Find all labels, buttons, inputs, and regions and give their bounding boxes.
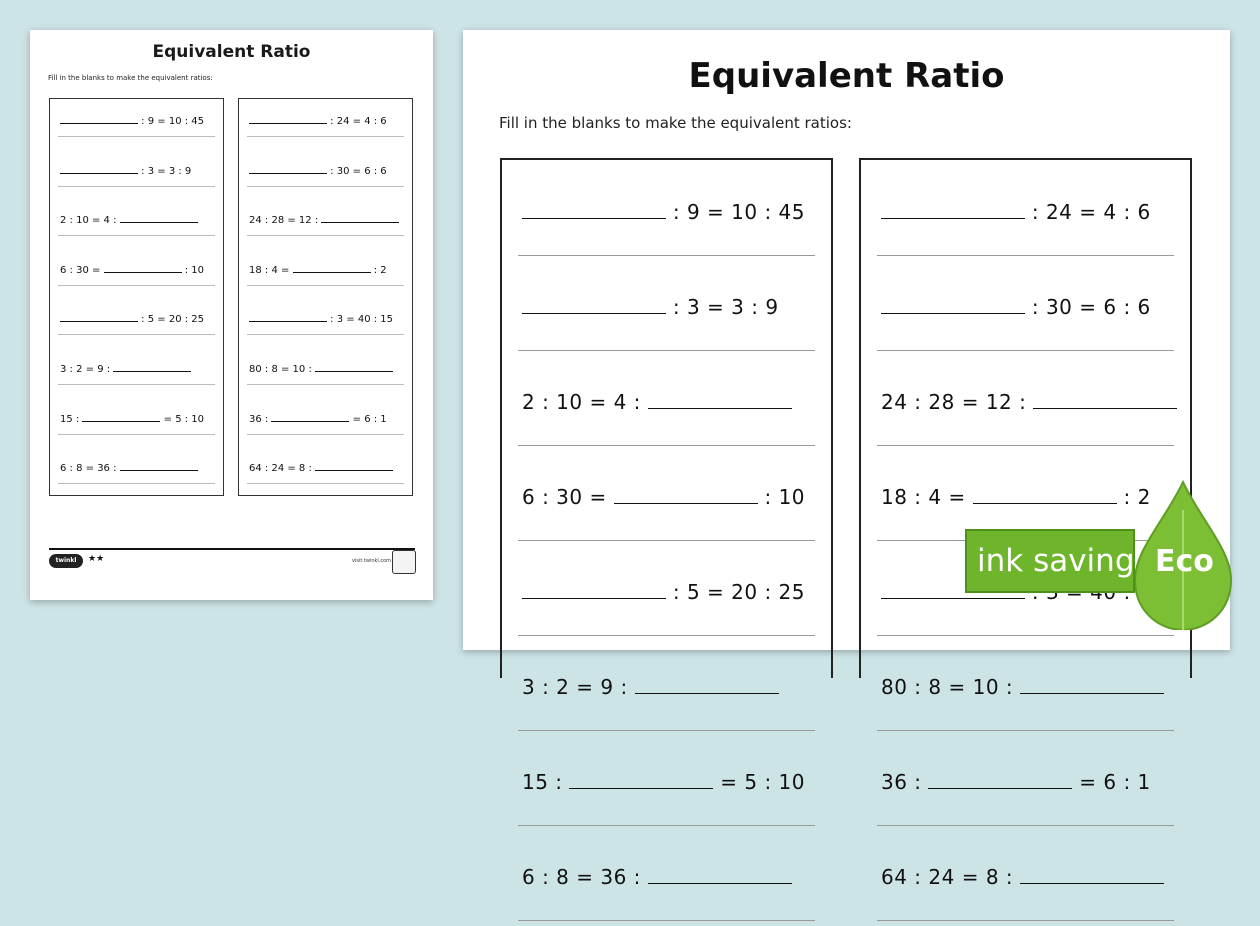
ratio-equation (249, 313, 393, 325)
answer-line (518, 920, 815, 921)
ratio-row (247, 347, 404, 397)
ratio-equation (249, 214, 399, 226)
answer-blank[interactable] (60, 165, 138, 174)
answer-line (877, 255, 1174, 256)
answer-line (518, 540, 815, 541)
answer-blank[interactable] (522, 202, 666, 219)
ratio-text-after: : 24 = 4 : 6 (327, 116, 387, 127)
answer-line (877, 445, 1174, 446)
answer-line (247, 285, 404, 286)
answer-line (518, 635, 815, 636)
answer-blank[interactable] (82, 413, 160, 422)
answer-line (58, 235, 215, 236)
eco-label: Eco (1155, 544, 1214, 579)
twinkl-logo: twinkl (49, 554, 83, 568)
ratio-row (877, 831, 1174, 926)
answer-line (877, 920, 1174, 921)
ratio-row (247, 297, 404, 347)
ratio-row (518, 641, 815, 736)
ratio-row (877, 261, 1174, 356)
answer-blank[interactable] (104, 264, 182, 273)
ratio-text-before: 6 : 8 = 36 : (522, 865, 648, 889)
answer-blank[interactable] (614, 487, 758, 504)
ratio-text-after: = 6 : 1 (349, 413, 387, 425)
ratio-text-after: : 5 = 20 : 25 (666, 580, 806, 604)
ratio-text-before: 2 : 10 = 4 : (60, 215, 120, 227)
ratio-equation (881, 675, 1164, 699)
ratio-equation (522, 865, 792, 889)
ratio-equation (60, 264, 204, 276)
answer-blank[interactable] (1033, 392, 1177, 409)
ratio-equation (881, 865, 1164, 889)
ratio-text-before: 24 : 28 = 12 : (881, 390, 1034, 414)
ratio-equation (249, 165, 387, 177)
answer-blank[interactable] (315, 462, 393, 471)
ratio-text-after: : 2 (370, 264, 387, 276)
thumb-title: Equivalent Ratio (152, 42, 311, 62)
ratio-text-after: : 10 (181, 264, 205, 276)
ratio-equation (249, 462, 393, 474)
answer-blank[interactable] (648, 867, 792, 884)
ratio-row (877, 641, 1174, 736)
thumb-instructions: Fill in the blanks to make the equivalent ratios: (48, 74, 213, 82)
answer-line (877, 825, 1174, 826)
ratio-row (247, 149, 404, 199)
ratio-text-before: 6 : 30 = (522, 485, 614, 509)
ratio-row (518, 451, 815, 546)
ratio-row (247, 248, 404, 298)
ratio-row (877, 356, 1174, 451)
ratio-equation (881, 200, 1151, 224)
footer-divider (49, 548, 415, 550)
thumb-left-column (49, 98, 224, 496)
ratio-text-before: 6 : 8 = 36 : (60, 463, 120, 475)
ratio-text-before: 64 : 24 = 8 : (881, 865, 1021, 889)
ratio-equation (881, 770, 1151, 794)
ratio-equation (522, 675, 779, 699)
twinkl-badge-icon (392, 550, 416, 574)
ratio-equation (60, 313, 204, 325)
ratio-text-after: : 3 = 40 : 15 (327, 314, 394, 326)
answer-blank[interactable] (293, 264, 371, 273)
ratio-text-after: : 2 (1116, 485, 1151, 509)
answer-blank[interactable] (569, 772, 713, 789)
ratio-text-before: 36 : (881, 770, 929, 794)
ratio-text-after: : 5 = 20 : 25 (138, 314, 205, 326)
ratio-row (58, 347, 215, 397)
answer-line (877, 635, 1174, 636)
ratio-row (518, 831, 815, 926)
ratio-row (58, 297, 215, 347)
ratio-equation (522, 770, 805, 794)
ratio-equation (881, 295, 1151, 319)
ratio-equation (60, 115, 204, 127)
answer-blank[interactable] (881, 297, 1025, 314)
answer-blank[interactable] (1020, 677, 1164, 694)
answer-blank[interactable] (648, 392, 792, 409)
answer-line (247, 334, 404, 335)
ratio-text-before: 18 : 4 = (249, 264, 293, 276)
ratio-text-before: 15 : (60, 413, 83, 425)
ratio-text-after: : 3 = 3 : 9 (666, 295, 779, 319)
answer-line (877, 350, 1174, 351)
answer-blank[interactable] (249, 165, 327, 174)
answer-blank[interactable] (881, 202, 1025, 219)
answer-blank[interactable] (315, 363, 393, 372)
left-column (500, 158, 833, 889)
ratio-text-after: : 9 = 10 : 45 (666, 200, 806, 224)
answer-blank[interactable] (249, 115, 327, 124)
answer-blank[interactable] (522, 582, 666, 599)
ratio-text-after: : 3 = 3 : 9 (138, 165, 192, 177)
ratio-equation (522, 200, 805, 224)
ratio-row (247, 397, 404, 447)
ratio-text-before: 3 : 2 = 9 : (522, 675, 635, 699)
ratio-text-before: 18 : 4 = (881, 485, 973, 509)
answer-line (58, 285, 215, 286)
answer-line (247, 136, 404, 137)
ratio-row (58, 99, 215, 149)
answer-line (247, 483, 404, 484)
answer-line (58, 384, 215, 385)
ratio-row (58, 397, 215, 447)
ratio-text-before: 6 : 30 = (60, 264, 104, 276)
ratio-equation (522, 485, 805, 509)
answer-blank[interactable] (1020, 867, 1164, 884)
ratio-text-after: : 30 = 6 : 6 (1025, 295, 1151, 319)
ratio-text-before: 36 : (249, 413, 272, 425)
answer-line (518, 445, 815, 446)
ratio-text-after: : 9 = 10 : 45 (138, 116, 205, 127)
answer-blank[interactable] (522, 297, 666, 314)
answer-blank[interactable] (635, 677, 779, 694)
ratio-row (877, 736, 1174, 831)
ratio-row (247, 99, 404, 149)
ratio-text-after: = 6 : 1 (1072, 770, 1151, 794)
ratio-equation (249, 363, 393, 375)
ratio-row (247, 446, 404, 496)
answer-line (877, 730, 1174, 731)
ratio-row (877, 166, 1174, 261)
ratio-text-before: 80 : 8 = 10 : (881, 675, 1021, 699)
answer-line (247, 235, 404, 236)
answer-blank[interactable] (271, 413, 349, 422)
ratio-text-after: = 5 : 10 (713, 770, 806, 794)
ratio-row (518, 546, 815, 641)
ratio-text-after: : 10 (757, 485, 806, 509)
ratio-text-after: = 5 : 10 (160, 413, 205, 425)
ratio-equation (60, 363, 191, 375)
answer-line (58, 136, 215, 137)
answer-blank[interactable] (60, 115, 138, 124)
ratio-text-before: 15 : (522, 770, 570, 794)
answer-blank[interactable] (113, 363, 191, 372)
ratio-equation (249, 115, 387, 127)
answer-blank[interactable] (60, 313, 138, 322)
ratio-equation (60, 214, 198, 226)
ratio-equation (60, 413, 204, 425)
answer-blank[interactable] (249, 313, 327, 322)
instructions: Fill in the blanks to make the equivalent ratios: (499, 114, 852, 132)
ratio-equation (249, 413, 387, 425)
ratio-text-after: : 30 = 6 : 6 (327, 165, 387, 177)
ratio-equation (249, 264, 387, 276)
ratio-text-after: : 24 = 4 : 6 (1025, 200, 1151, 224)
ratio-row (58, 149, 215, 199)
answer-line (518, 825, 815, 826)
ratio-equation (522, 295, 779, 319)
ratio-row (518, 356, 815, 451)
ratio-equation (60, 462, 198, 474)
ratio-row (518, 166, 815, 261)
ratio-row (518, 736, 815, 831)
answer-line (518, 730, 815, 731)
answer-line (58, 483, 215, 484)
ratio-equation (881, 390, 1177, 414)
answer-line (58, 186, 215, 187)
page-title: Equivalent Ratio (688, 56, 1005, 96)
thumb-right-column (238, 98, 413, 496)
ratio-text-before: 3 : 2 = 9 : (60, 364, 114, 375)
ratio-text-before: 64 : 24 = 8 : (249, 463, 316, 475)
ratio-equation (60, 165, 191, 177)
answer-line (247, 434, 404, 435)
ratio-text-before: 24 : 28 = 12 : (249, 215, 322, 227)
answer-blank[interactable] (928, 772, 1072, 789)
ratio-row (58, 248, 215, 298)
ratio-row (58, 446, 215, 496)
ink-saving-eco-badge (965, 480, 1255, 630)
difficulty-stars: ★★ (88, 554, 105, 564)
ink-saving-label: ink saving (965, 529, 1135, 593)
ratio-row (58, 198, 215, 248)
answer-line (518, 350, 815, 351)
ratio-text-before: 2 : 10 = 4 : (522, 390, 648, 414)
answer-line (58, 434, 215, 435)
ratio-text-before: 80 : 8 = 10 : (249, 364, 316, 375)
answer-blank[interactable] (120, 214, 198, 223)
worksheet-thumbnail (30, 30, 433, 600)
ratio-equation (522, 390, 792, 414)
answer-blank[interactable] (120, 462, 198, 471)
answer-line (247, 384, 404, 385)
ratio-row (247, 198, 404, 248)
answer-line (518, 255, 815, 256)
answer-line (58, 334, 215, 335)
visit-link-text: visit twinkl.com (352, 558, 392, 564)
answer-blank[interactable] (321, 214, 399, 223)
ratio-equation (522, 580, 805, 604)
ratio-row (518, 261, 815, 356)
answer-line (247, 186, 404, 187)
